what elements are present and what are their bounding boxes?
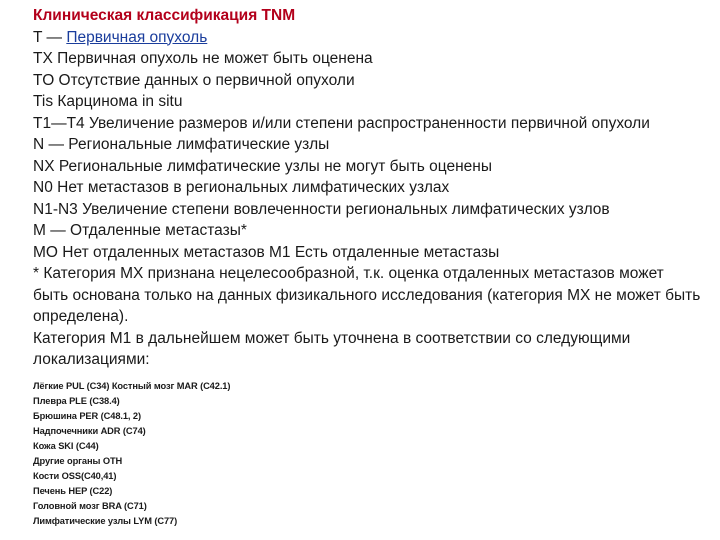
m0-m1-line: MO Нет отдаленных метастазов M1 Есть отдаленные метастазы [33, 243, 500, 261]
list-item: Кожа SKI (C44) [33, 440, 99, 451]
primary-tumor-link[interactable]: Первичная опухоль [66, 28, 208, 46]
list-item: Лимфатические узлы LYM (C77) [33, 516, 178, 527]
m-category-header: M — Отдаленные метастазы* [33, 222, 247, 239]
n1-n3-line: N1-N3 Увеличение степени вовлеченности региональных лимфатических узлов [33, 200, 610, 218]
list-item: Головной мозг BRA (C71) [33, 501, 147, 512]
document-title: Клиническая классификация TNM [33, 7, 296, 24]
m1-localizations-intro: Категория M1 в дальнейшем может быть уточнена в соответствии со следующими локализациями: [33, 329, 631, 368]
list-item: Другие органы OTH [33, 455, 123, 466]
tis-line: Tis Карцинома in situ [33, 93, 183, 110]
list-item: Надпочечники ADR (C74) [33, 425, 146, 436]
list-item: Плевра PLE (C38.4) [33, 395, 120, 406]
t0-line: TO Отсутствие данных о первичной опухоли [33, 71, 355, 89]
nx-line: NX Региональные лимфатические узлы не могут быть оценены [33, 157, 493, 175]
t-category-header [33, 27, 703, 49]
localizations-list [33, 379, 703, 530]
mx-footnote: * Категория MX признана нецелесообразной, т.к. оценка отдаленных метастазов может быть основана только на данных физикального исследования (категория MX не может быть определена). [33, 265, 701, 325]
list-item: Брюшина PER (C48.1, 2) [33, 410, 141, 421]
t1-t4-line: T1—T4 Увеличение размеров и/или степени распространенности первичной опухоли [33, 114, 650, 132]
list-item: Лёгкие PUL (C34) Костный мозг MAR (C42.1) [33, 380, 231, 391]
n-category-header: N — Региональные лимфатические узлы [33, 136, 330, 153]
list-item: Печень HEP (C22) [33, 486, 113, 497]
n0-line: N0 Нет метастазов в региональных лимфатических узлах [33, 179, 450, 196]
tx-line: TX Первичная опухоль не может быть оценена [33, 50, 373, 67]
document-body [33, 5, 703, 529]
list-item: Кости OSS(C40,41) [33, 471, 117, 482]
t-category-prefix: T — [33, 28, 67, 46]
